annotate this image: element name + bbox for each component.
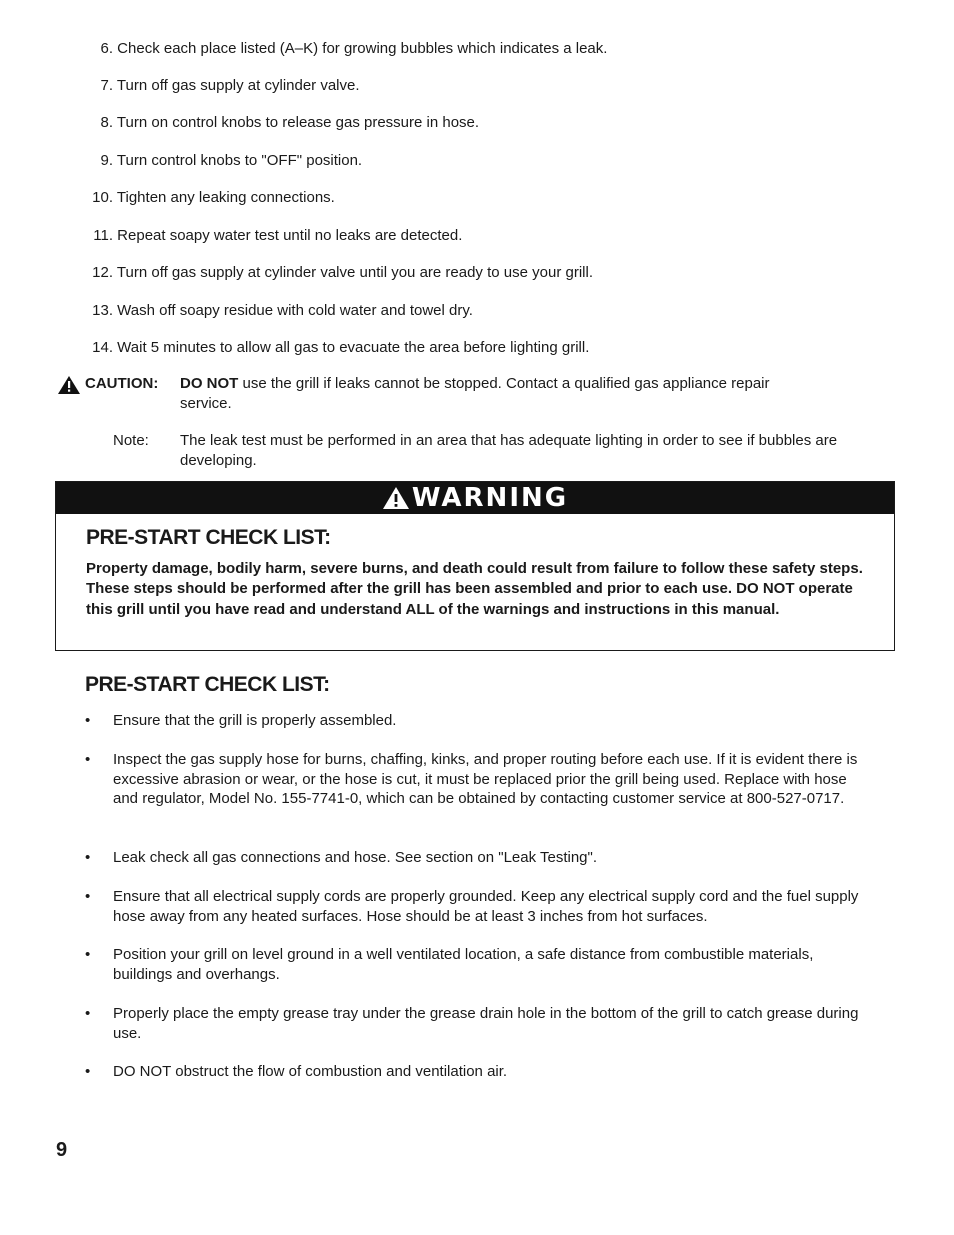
step-text: Turn off gas supply at cylinder valve until you are ready to use your grill. bbox=[116, 264, 593, 281]
step-item bbox=[70, 113, 870, 133]
list-item-text: Leak check all gas connections and hose. See section on "Leak Testing". bbox=[113, 849, 598, 866]
caution-body: use the grill if leaks cannot be stopped. Contact a qualified gas appliance repair service. bbox=[180, 375, 770, 412]
warning-header bbox=[56, 482, 894, 514]
list-item-text: Ensure that the grill is properly assembled. bbox=[113, 712, 397, 729]
step-item bbox=[70, 338, 870, 358]
step-text: Tighten any leaking connections. bbox=[116, 189, 335, 206]
step-number: 10. bbox=[92, 189, 113, 206]
bullet-mark: • bbox=[85, 849, 91, 866]
step-item bbox=[70, 39, 870, 59]
step-number: 11. bbox=[93, 227, 113, 244]
bullet-mark: • bbox=[85, 1063, 91, 1080]
step-number: 6. bbox=[100, 40, 113, 57]
step-text: Turn on control knobs to release gas pressure in hose. bbox=[116, 114, 480, 131]
checklist-title: PRE-START CHECK LIST: bbox=[85, 673, 330, 696]
list-item-text: DO NOT obstruct the flow of combustion and ventilation air. bbox=[113, 1063, 508, 1080]
step-number: 7. bbox=[100, 77, 113, 94]
bullet-mark: • bbox=[85, 1005, 91, 1022]
warning-title: PRE-START CHECK LIST: bbox=[86, 526, 331, 549]
note-text: The leak test must be performed in an area that has adequate lighting in order to see if bubbles are developing. bbox=[180, 432, 838, 469]
warning-triangle-icon bbox=[58, 376, 80, 394]
caution-emphasis: DO NOT bbox=[180, 375, 239, 392]
bullet-mark: • bbox=[85, 751, 91, 768]
step-text: Turn off gas supply at cylinder valve. bbox=[116, 77, 360, 94]
step-text: Wait 5 minutes to allow all gas to evacuate the area before lighting grill. bbox=[117, 339, 590, 356]
list-item-text: Properly place the empty grease tray under the grease drain hole in the bottom of the grill to catch grease during use. bbox=[113, 1005, 859, 1042]
step-number: 8. bbox=[100, 114, 113, 131]
step-text: Wash off soapy residue with cold water and towel dry. bbox=[117, 302, 473, 319]
note-label: Note: bbox=[113, 432, 149, 449]
warning-text: Property damage, bodily harm, severe burns, and death could result from failure to follow these safety steps. These steps should be performed after the grill has been assembled and prior to each use. DO NOT operate this grill until you have read and understand ALL of the warnings and instructions in this manual. bbox=[86, 560, 863, 618]
step-item bbox=[70, 188, 870, 208]
list-item-text: Position your grill on level ground in a well ventilated location, a safe distance from combustible materials, buildings and overhangs. bbox=[113, 946, 814, 983]
bullet-mark: • bbox=[85, 946, 91, 963]
bullet-mark: • bbox=[85, 888, 91, 905]
step-number: 14. bbox=[92, 339, 113, 356]
step-text: Turn control knobs to "OFF" position. bbox=[116, 152, 363, 169]
caution-text bbox=[180, 374, 800, 414]
step-item bbox=[70, 151, 870, 171]
warning-box bbox=[55, 481, 895, 651]
step-text: Check each place listed (A–K) for growing bubbles which indicates a leak. bbox=[117, 40, 608, 57]
step-item bbox=[70, 226, 870, 246]
page-number: 9 bbox=[56, 1139, 68, 1161]
step-number: 9. bbox=[100, 152, 113, 169]
step-text: Repeat soapy water test until no leaks are detected. bbox=[117, 227, 463, 244]
step-item bbox=[70, 263, 870, 283]
step-number: 12. bbox=[92, 264, 113, 281]
step-item bbox=[70, 301, 870, 321]
list-item-text: Ensure that all electrical supply cords are properly grounded. Keep any electrical supply cord and the fuel supply hose away from any heated surfaces. Hose should be at least 3 inches from hot surfaces. bbox=[113, 888, 859, 925]
list-item-text: Inspect the gas supply hose for burns, chaffing, kinks, and proper routing before each use. If it is evident there is excessive abrasion or wear, or the hose is cut, it must be replaced prior the grill being used. Replace with hose and regulator, Model No. 155-7741-0, which can be obtained by contacting customer service at 800-527-0717. bbox=[113, 751, 858, 807]
warning-word: WARNING bbox=[411, 483, 569, 513]
step-number: 13. bbox=[92, 302, 113, 319]
warning-triangle-icon bbox=[382, 486, 410, 510]
step-item bbox=[70, 76, 870, 96]
bullet-mark: • bbox=[85, 712, 91, 729]
caution-label: CAUTION: bbox=[85, 375, 159, 392]
